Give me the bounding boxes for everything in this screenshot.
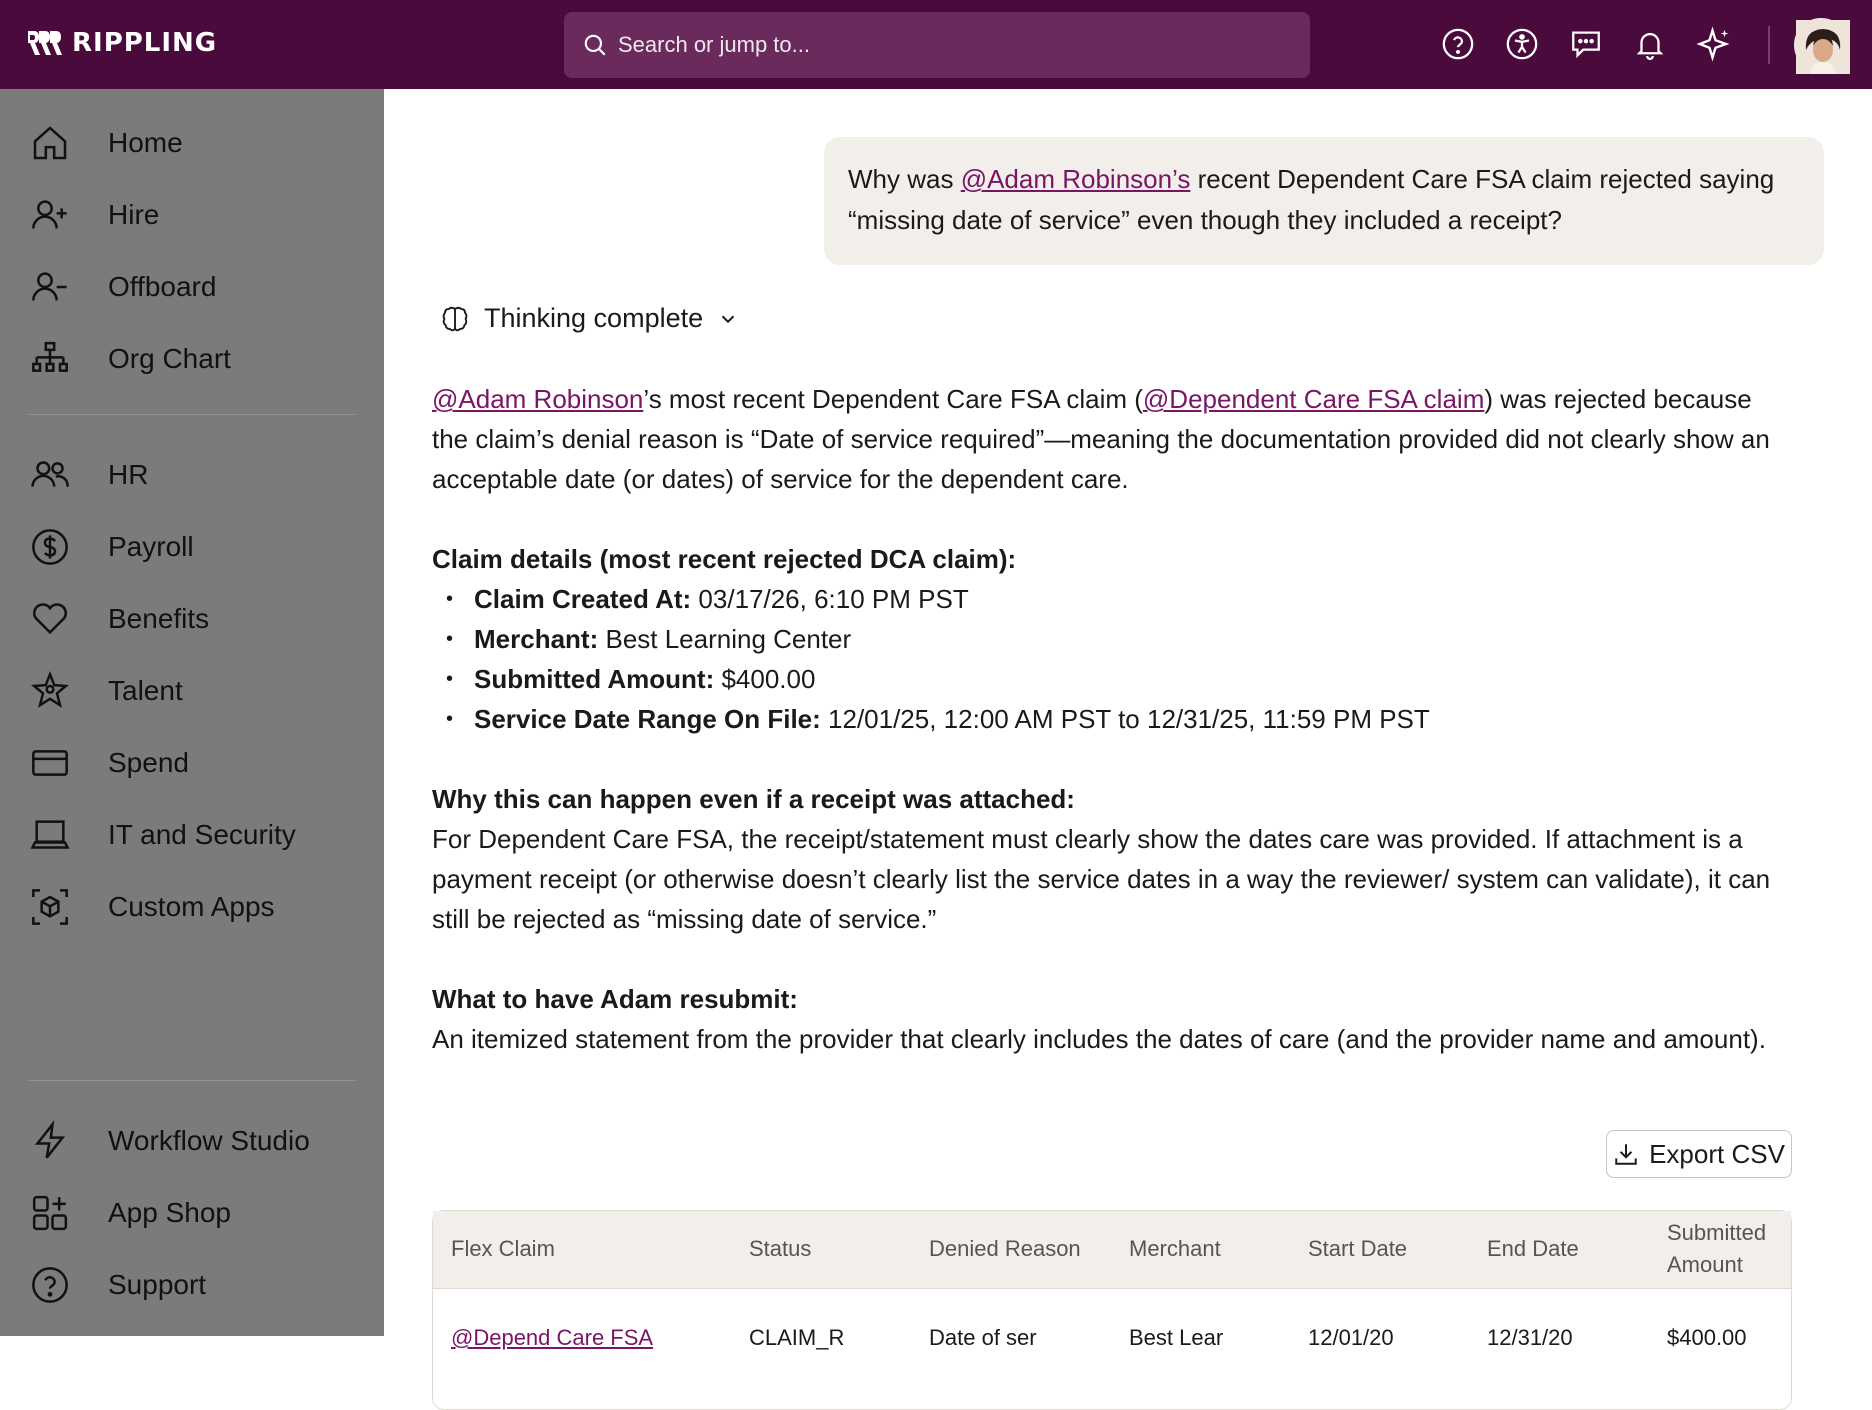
sidebar bbox=[0, 89, 384, 1336]
table-cell-flex-claim[interactable]: @Depend Care FSA bbox=[451, 1325, 654, 1350]
mention-adam-robinson[interactable]: @Adam Robinson bbox=[432, 384, 644, 414]
sidebar-divider bbox=[28, 414, 356, 415]
table-cell-merchant: Best Lear bbox=[1129, 1325, 1224, 1350]
help-circle-icon bbox=[28, 1263, 72, 1307]
feedback-icon[interactable] bbox=[1568, 22, 1604, 66]
claim-details-list bbox=[432, 579, 1772, 739]
sidebar-item-label: Workflow Studio bbox=[108, 1125, 310, 1156]
bolt-icon bbox=[28, 1119, 72, 1163]
mention-dependent-care-fsa-claim[interactable]: @Dependent Care FSA claim bbox=[1142, 384, 1485, 414]
user-message-text: Why was bbox=[848, 164, 961, 194]
heart-icon bbox=[28, 597, 72, 641]
search-bar[interactable] bbox=[564, 12, 1310, 78]
sidebar-item-talent[interactable] bbox=[0, 661, 384, 721]
person-remove-icon bbox=[28, 265, 72, 309]
sidebar-item-home[interactable] bbox=[0, 113, 384, 173]
sidebar-item-workflow-studio[interactable] bbox=[0, 1111, 384, 1171]
help-icon[interactable] bbox=[1440, 22, 1476, 66]
sidebar-item-support[interactable] bbox=[0, 1255, 384, 1315]
brain-icon bbox=[440, 304, 470, 334]
chat-panel bbox=[384, 89, 1872, 1350]
sidebar-item-label: Hire bbox=[108, 199, 160, 230]
search-input[interactable] bbox=[618, 32, 1258, 58]
person-add-icon bbox=[28, 193, 72, 237]
org-chart-icon bbox=[28, 337, 72, 381]
sidebar-item-spend[interactable] bbox=[0, 733, 384, 793]
column-header-status[interactable]: Status bbox=[749, 1236, 812, 1261]
brand-name: RIPPLING bbox=[72, 28, 218, 58]
resubmit-text: An itemized statement from the provider that clearly includes the dates of care (and the provider name and amount). bbox=[432, 1024, 1766, 1054]
sidebar-item-label: Home bbox=[108, 127, 183, 158]
sidebar-item-offboard[interactable] bbox=[0, 257, 384, 317]
column-header-start-date[interactable]: Start Date bbox=[1308, 1236, 1408, 1261]
card-icon bbox=[28, 741, 72, 785]
apps-add-icon bbox=[28, 1191, 72, 1235]
dollar-icon bbox=[28, 525, 72, 569]
user-message bbox=[824, 137, 1824, 265]
column-header-end-date[interactable]: End Date bbox=[1487, 1236, 1579, 1261]
cube-icon bbox=[28, 885, 72, 929]
top-divider bbox=[1768, 26, 1770, 64]
laptop-icon bbox=[28, 813, 72, 857]
sidebar-item-hr[interactable] bbox=[0, 445, 384, 505]
sidebar-item-label: Benefits bbox=[108, 603, 210, 634]
avatar[interactable] bbox=[1794, 18, 1848, 72]
top-bar bbox=[0, 0, 1872, 89]
claims-table bbox=[432, 1210, 1792, 1410]
table-cell-submitted-amount: $400.00 bbox=[1667, 1325, 1747, 1350]
sidebar-item-custom-apps[interactable] bbox=[0, 877, 384, 937]
accessibility-icon[interactable] bbox=[1504, 22, 1540, 66]
sidebar-item-hire[interactable] bbox=[0, 185, 384, 245]
table-cell-denied-reason: Date of ser bbox=[929, 1325, 1037, 1350]
table-cell-end-date: 12/31/20 bbox=[1487, 1325, 1573, 1350]
sidebar-item-benefits[interactable] bbox=[0, 589, 384, 649]
column-header-flex-claim[interactable]: Flex Claim bbox=[451, 1236, 555, 1261]
chevron-down-icon bbox=[717, 308, 739, 330]
list-item: • Service Date Range On File: 12/01/25, 12:00 AM PST to 12/31/25, 11:59 PM PST bbox=[432, 699, 1772, 739]
sidebar-divider bbox=[28, 1080, 356, 1081]
assistant-answer bbox=[432, 379, 1772, 1059]
column-header-submitted-amount[interactable]: Submitted Amount bbox=[1667, 1220, 1767, 1277]
thinking-toggle[interactable] bbox=[440, 303, 739, 334]
answer-text: ) was rejected because the claim’s denial reason is “Date of service required”—meaning the documentation provided did not clearly show an acceptable date (or dates) of service for the dependent care. bbox=[432, 384, 1770, 494]
answer-text: ’s most recent Dependent Care FSA claim ( bbox=[643, 384, 1143, 414]
rippling-logo[interactable] bbox=[26, 28, 217, 58]
sidebar-item-app-shop[interactable] bbox=[0, 1183, 384, 1243]
star-person-icon bbox=[28, 669, 72, 713]
list-item: • Submitted Amount: $400.00 bbox=[432, 659, 1772, 699]
claim-details-heading: Claim details (most recent rejected DCA claim): bbox=[432, 544, 1017, 574]
mention-adam-robinson[interactable]: @Adam Robinson’s bbox=[960, 164, 1191, 194]
sidebar-item-it-security[interactable] bbox=[0, 805, 384, 865]
ai-sparkle-icon[interactable] bbox=[1696, 22, 1732, 66]
sidebar-item-label: Payroll bbox=[108, 531, 194, 562]
column-header-merchant[interactable]: Merchant bbox=[1129, 1236, 1221, 1261]
export-csv-button[interactable] bbox=[1606, 1130, 1792, 1178]
thinking-label: Thinking complete bbox=[484, 303, 704, 333]
people-icon bbox=[28, 453, 72, 497]
sidebar-item-label: Offboard bbox=[108, 271, 217, 302]
export-csv-label: Export CSV bbox=[1649, 1138, 1785, 1169]
sidebar-item-label: App Shop bbox=[108, 1197, 231, 1228]
list-item: • Claim Created At: 03/17/26, 6:10 PM PST bbox=[432, 579, 1772, 619]
sidebar-item-label: Spend bbox=[108, 747, 189, 778]
sidebar-item-label: Custom Apps bbox=[108, 891, 275, 922]
bell-icon[interactable] bbox=[1632, 22, 1668, 66]
why-heading: Why this can happen even if a receipt was attached: bbox=[432, 784, 1075, 814]
resubmit-heading: What to have Adam resubmit: bbox=[432, 984, 798, 1014]
sidebar-item-label: Support bbox=[108, 1269, 207, 1300]
sidebar-item-label: HR bbox=[108, 459, 149, 490]
sidebar-item-payroll[interactable] bbox=[0, 517, 384, 577]
answer-intro bbox=[432, 379, 1772, 499]
top-icons bbox=[1440, 22, 1732, 66]
sidebar-item-label: Talent bbox=[108, 675, 183, 706]
rippling-logo-icon bbox=[26, 29, 62, 57]
list-item: • Merchant: Best Learning Center bbox=[432, 619, 1772, 659]
table-header bbox=[433, 1211, 1791, 1289]
sidebar-item-label: IT and Security bbox=[108, 819, 296, 850]
sidebar-item-label: Org Chart bbox=[108, 343, 231, 374]
table-cell-status: CLAIM_R bbox=[749, 1325, 845, 1350]
search-icon bbox=[582, 32, 608, 58]
table-cell-start-date: 12/01/20 bbox=[1308, 1325, 1394, 1350]
why-text: For Dependent Care FSA, the receipt/statement must clearly show the dates care was provided. If attachment is a payment receipt (or otherwise doesn’t clearly list the service dates in a way the reviewer/ system can validate), it can still be rejected as “missing date of service.” bbox=[432, 824, 1771, 934]
download-icon bbox=[1613, 1141, 1639, 1167]
table-row[interactable] bbox=[433, 1289, 1791, 1409]
sidebar-item-org-chart[interactable] bbox=[0, 329, 384, 389]
home-icon bbox=[28, 121, 72, 165]
column-header-denied-reason[interactable]: Denied Reason bbox=[929, 1236, 1081, 1261]
user-message-text: recent Dependent Care FSA claim rejected saying “missing date of service” even though they included a receipt? bbox=[848, 164, 1775, 235]
